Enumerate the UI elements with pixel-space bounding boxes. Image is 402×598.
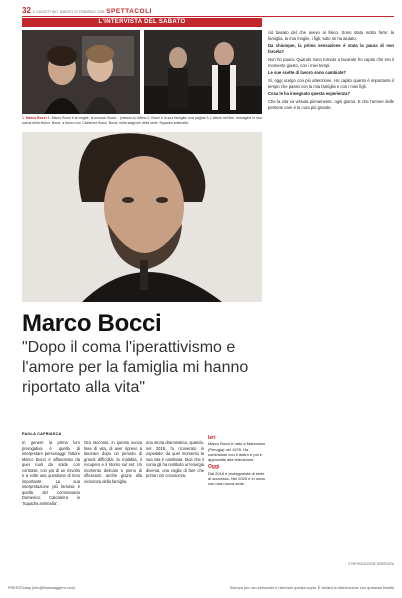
portrait-photo (22, 132, 262, 302)
page-footer (8, 586, 394, 594)
rcol-question-2: Le sue scelte di lavoro sono cambiate? (268, 70, 346, 76)
bio-text-1: Marco Bocci è nato a Marsciano (Perugia) nel 1978. Ha cominciato con il teatro e poi è approdato alla televisione. (208, 441, 266, 463)
body-text-3: una storia drammatica, quando, nel 2018, fu ricoverato in ospedale: da quel momento la sua vita è cambiata. Dice che il coma gli ha restituito un'energia diversa, una voglia di fare che prima non conosceva. (146, 440, 204, 478)
page-header (22, 6, 394, 15)
rcol-question-1: Da chiunque, la prima sensazione è stata la paura di non farcela? (268, 43, 394, 55)
photo-tv-scene (144, 30, 262, 114)
rcol-paragraph-4: Che la vita va vissuta pienamente, ogni giorno. E che l'amore delle persone care è la cura più grande. (268, 99, 394, 110)
portrait-illustration (22, 132, 262, 302)
footer-left-text: PRESSToday (info@ilmessaggero.com) (8, 586, 76, 590)
rcol-paragraph-3: Sì, oggi scelgo con più attenzione. Ho capito quanto è importante il tempo che passo con la mia famiglia e con i miei figli. (268, 77, 394, 89)
copyright-note: © RIPRODUZIONE RISERVATA (348, 562, 394, 566)
rcol-paragraph-1: ciò basato del che avevo al fisico. Sono stato molto forte: la famiglia, la mia moglie, i figli, tutto mi ha aiutato. (268, 30, 394, 41)
header-rule (22, 16, 394, 17)
body-text-2: Ora racconta, in questa nuova fase di vita, di aver ripreso a lavorare dopo un periodo di grandi difficoltà: la malattia, il recupero e il ritorno sul set. Un momento delicato e pieno di riflessioni, anche grazie alla vicinanza della famiglia. (84, 440, 142, 484)
page-number: 32 (22, 6, 31, 15)
headline-quote: "Dopo il coma l'iperattivismo e l'amore per la famiglia mi hanno riportato alla vita" (22, 339, 249, 396)
caption-lead: 1. Marco Bocci (22, 116, 47, 120)
rcol-paragraph-2: Non ho paura. Quando sono tornato a lavorare ho capito che era il momento giusto, con i miei tempi. (268, 56, 394, 68)
photo-bocci-family (22, 30, 140, 114)
kicker-label: L'INTERVISTA DEL SABATO (22, 18, 262, 27)
body-column-1 (22, 440, 80, 576)
bio-year-1: Ieri (208, 435, 216, 441)
footer-right-text: Stampa per uso personale e riservato questa copia. È vietata la distribuzione con qualsiasi finalità (229, 586, 394, 590)
photo-illustration (22, 30, 140, 114)
rcol-question-3: Cosa le ha insegnato questa esperienza? (268, 91, 350, 97)
biography-box (208, 436, 266, 546)
body-column-3 (146, 440, 204, 576)
body-column-2 (84, 440, 142, 576)
photo-illustration-2 (144, 30, 262, 114)
caption-text: 1. Marco Bocci e la moglie, la musica. Bocci... (stando a) Ultimo 2. Bocci e la sua famiglia: una pagina 3. L'attore nel film. Immagine in una scena della fiction. Bocci, a fianco con Catherine Bocci. Bocci, nella stagione della serie 'Squadra antimafia'. (22, 116, 262, 125)
bio-year-2: Oggi (208, 464, 220, 471)
section-title: SPETTACOLI (106, 8, 152, 15)
interviewee-name: Marco Bocci (22, 310, 162, 337)
body-text-1: In genere la prima loro prerogativa è quella di interpretare personaggi: l'attore Marco Bocci è affascinato da quei ruoli da solde con contrasti, con più di un risvolto e a volte una questione di tono importante. La sua interpretazione più famosa è quella del commissario Domenico Calcaterra in 'Squadra antimafia'. (22, 440, 80, 506)
bio-text-2: Dal 2018 è protagonista di serie di successo. Nel 2025 è in onda con una nuova serie. (208, 470, 265, 487)
right-column-text (268, 30, 394, 558)
publication-date: SABATO 22 FEBBRAIO 2025 (59, 10, 105, 14)
author-byline: PAOLA CAPRIASCA (22, 432, 62, 436)
publication-name: IL GAZZETTINO (32, 10, 58, 14)
